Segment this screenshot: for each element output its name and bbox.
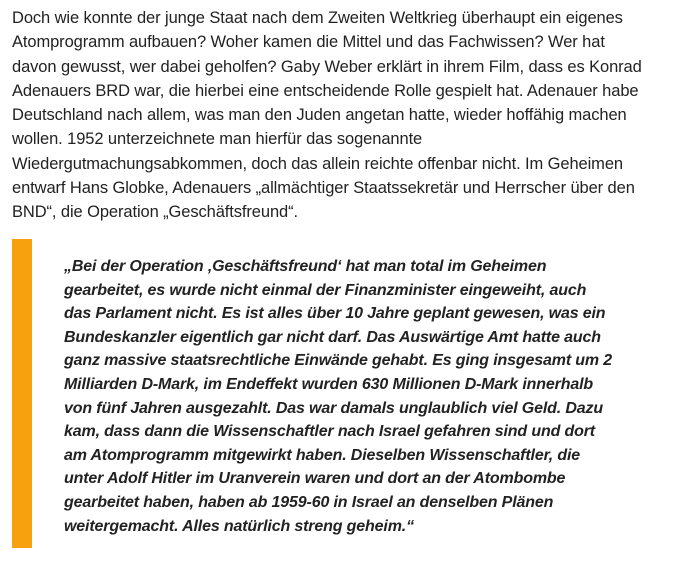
quote-line: ganz massive staatsrechtliche Einwände gehabt. Es ging insgesamt um 2 [64,352,613,370]
quote-text [64,255,669,538]
quote-line: von fünf Jahren ausgezahlt. Das war damals unglaublich viel Geld. Dazu [64,399,603,417]
next-paragraph-cutoff [12,562,672,586]
quote-line: das Parlament nicht. Es ist alles über 10 Jahre geplant gewesen, was ein [64,305,606,323]
intro-line: Wiedergutmachungsabkommen, doch das allein reichte offenbar nicht. Im Geheimen [12,154,623,173]
intro-line: BND“, die Operation „Geschäftsfreund“. [12,203,298,222]
intro-line: Doch wie konnte der junge Staat nach dem Zweiten Weltkrieg überhaupt ein eigenes [12,9,623,27]
intro-line: davon gewusst, wer dabei geholfen? Gaby Weber erklärt in ihrem Film, dass es Konrad [12,57,642,76]
intro-paragraph [12,6,672,225]
intro-line: Adenauers BRD war, die hierbei eine entscheidende Rolle gespielt hat. Adenauer habe [12,81,639,100]
blockquote [12,239,672,548]
quote-line: weitergemacht. Alles natürlich streng geheim.“ [64,517,414,535]
quote-line: am Atomprogramm mitgewirkt haben. Dieselben Wissenschaftler, die [64,446,581,464]
quote-line: „Bei der Operation ‚Geschäftsfreund‘ hat man total im Geheimen [64,258,547,275]
quote-line: gearbeitet, es wurde nicht einmal der Finanzminister eingeweiht, auch [64,281,587,299]
quote-accent-bar [12,239,32,548]
quote-line: gearbeitet haben, haben ab 1959-60 in Israel an denselben Plänen [64,493,554,511]
quote-line: kam, dass dann die Wissenschaftler nach Israel gefahren sind und dort [64,423,595,441]
intro-line: wollen. 1952 unterzeichnete man hierfür das sogenannte [12,130,423,149]
intro-line: Atomprogramm aufbauen? Woher kamen die Mittel und das Fachwissen? Wer hat [12,33,605,52]
intro-line: Deutschland nach allem, was man den Juden angetan hatte, wieder hoffähig machen [12,106,627,125]
intro-line: entwarf Hans Globke, Adenauers „allmächtiger Staatssekretär und Herrscher über den [12,179,635,198]
quote-line: Bundeskanzler eigentlich gar nicht darf. Das Auswärtige Amt hatte auch [64,328,601,346]
quote-line: unter Adolf Hitler im Uranverein waren und dort an der Atombombe [64,470,566,488]
quote-line: Milliarden D-Mark, im Endeffekt wurden 630 Millionen D-Mark innerhalb [64,375,594,393]
